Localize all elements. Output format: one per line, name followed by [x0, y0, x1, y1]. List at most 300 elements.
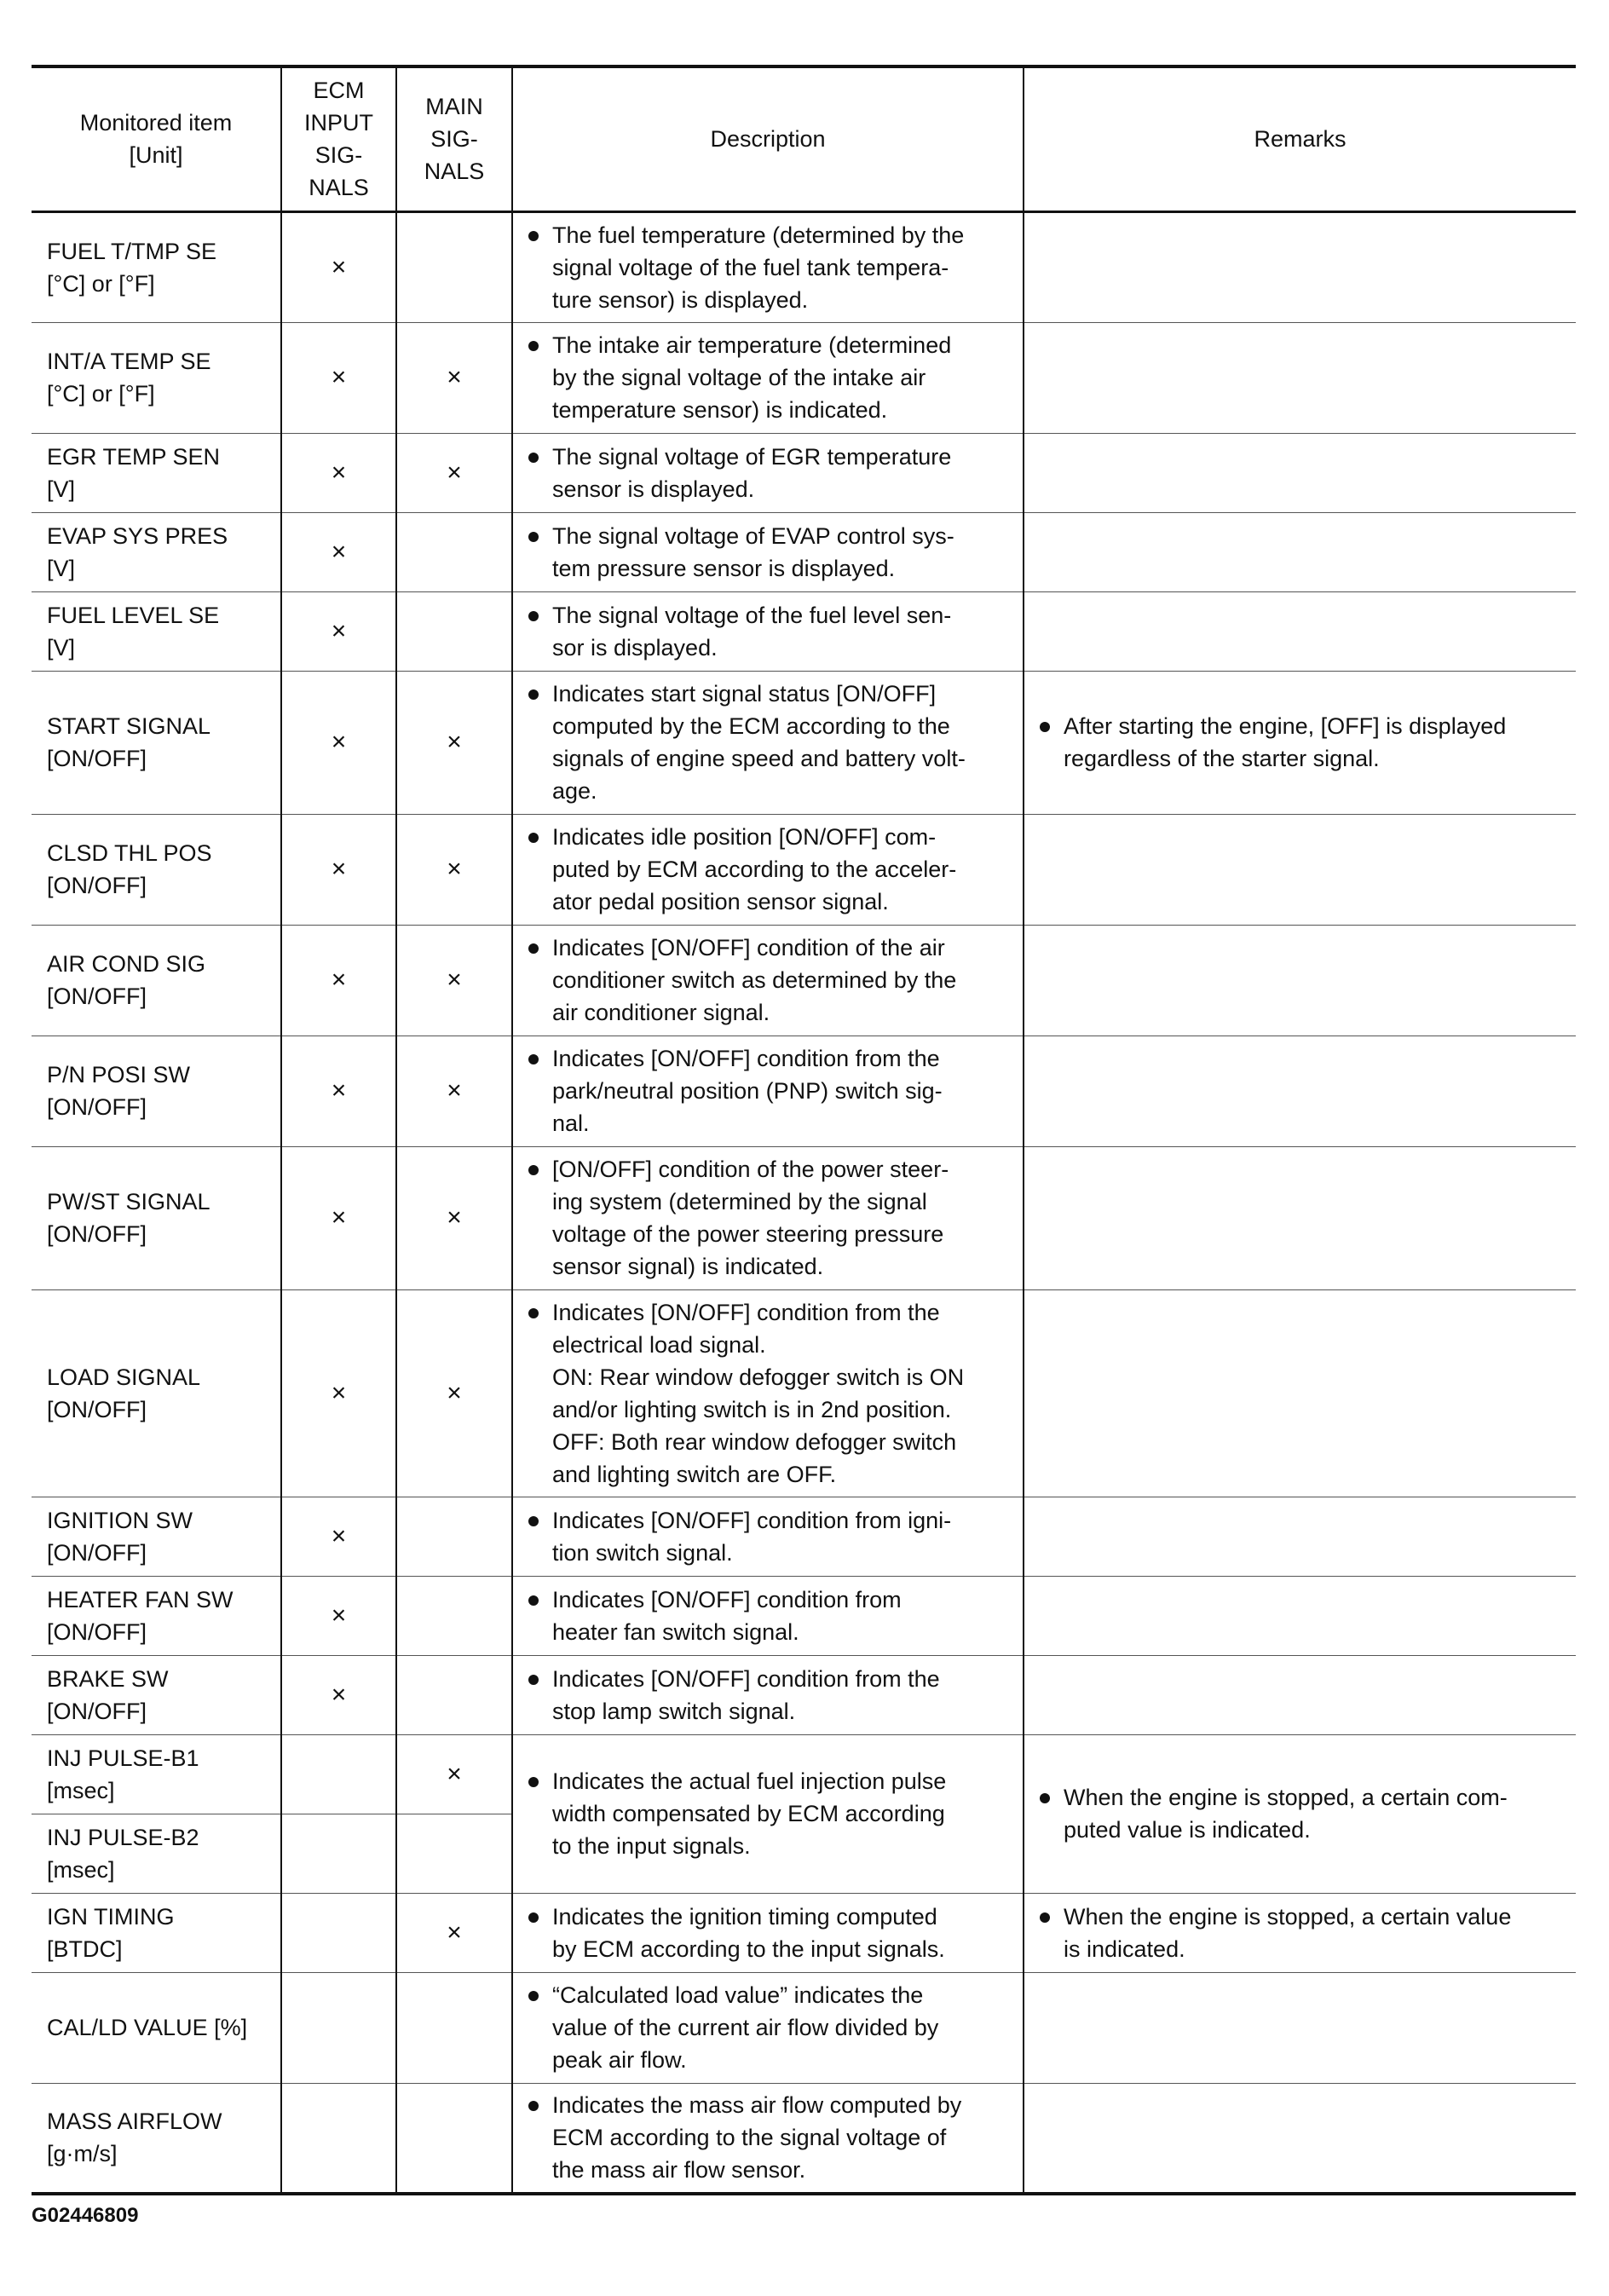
ecm-input-mark: [281, 1146, 396, 1289]
description-bullet-text: [552, 1296, 1014, 1491]
text-line: Indicates [ON/OFF] condition from igni-: [552, 1507, 952, 1533]
ecm-input-mark: [281, 1576, 396, 1655]
text-line: [msec]: [47, 1856, 115, 1883]
description-bullet: [528, 1765, 1014, 1862]
text-line: EGR TEMP SEN: [47, 443, 221, 470]
remarks-cell: [1024, 925, 1576, 1036]
text-line: [ON/OFF]: [47, 873, 147, 898]
ecm-input-mark: [281, 1972, 396, 2083]
text-line: [ON/OFF]: [47, 1221, 147, 1247]
description-cell: [512, 1576, 1024, 1655]
text-line: sensor signal) is indicated.: [552, 1254, 824, 1279]
text-line: conditioner switch as determined by the: [552, 967, 957, 993]
description-cell: [512, 671, 1024, 814]
table-row: [32, 1576, 1576, 1655]
text-line: “Calculated load value” indicates the: [552, 1982, 924, 2008]
text-line: [ON/OFF]: [47, 746, 147, 771]
description-bullet: [528, 1296, 1014, 1491]
bullet-dot: [528, 453, 539, 463]
remarks-cell: [1024, 814, 1576, 925]
description-bullet-text: [552, 1663, 1014, 1728]
description-bullet-text: [552, 1504, 1014, 1569]
remarks-cell: [1024, 1146, 1576, 1289]
text-line: When the engine is stopped, a certain com-: [1064, 1785, 1508, 1810]
description-bullet: [528, 932, 1014, 1029]
text-line: nal.: [552, 1111, 590, 1136]
text-line: ture sensor) is displayed.: [552, 286, 809, 313]
remarks-cell: [1024, 322, 1576, 433]
text-line: air conditioner signal.: [552, 1000, 770, 1025]
description-cell: [512, 591, 1024, 671]
cross-mark-icon: ×: [331, 252, 347, 281]
text-line: Indicates [ON/OFF] condition from the: [552, 1665, 940, 1692]
text-line: the mass air flow sensor.: [552, 2157, 806, 2184]
text-line: puted by ECM according to the acceler-: [552, 857, 957, 882]
description-bullet-text: [552, 441, 1014, 505]
remarks-cell: [1024, 1289, 1576, 1497]
description-cell: [512, 1146, 1024, 1289]
text-line: [ON/OFF]: [47, 984, 147, 1009]
table-row: [32, 814, 1576, 925]
description-bullet: [528, 1901, 1014, 1965]
text-line: sensor is displayed.: [552, 476, 755, 502]
description-cell: [512, 925, 1024, 1036]
text-line: [ON/OFF]: [47, 1618, 147, 1645]
text-line: IGN TIMING: [47, 1903, 175, 1930]
main-signal-mark: [396, 1146, 512, 1289]
remarks-cell: [1024, 1576, 1576, 1655]
text-line: ON: Rear window defogger switch is ON: [552, 1364, 965, 1390]
cross-mark-icon: ×: [447, 728, 462, 756]
text-line: age.: [552, 778, 597, 804]
text-line: Indicates idle position [ON/OFF] com-: [552, 824, 937, 850]
text-line: by the signal voltage of the intake air: [552, 365, 926, 390]
bullet-dot: [528, 1516, 539, 1526]
text-line: Indicates the ignition timing computed: [552, 1903, 937, 1930]
description-bullet-text: [552, 1153, 1014, 1283]
text-line: FUEL T/TMP SE: [47, 238, 217, 264]
description-bullet: [528, 1504, 1014, 1569]
ecm-input-mark: [281, 671, 396, 814]
description-bullet-text: [552, 520, 1014, 585]
remark-bullet: [1040, 710, 1567, 775]
ecm-input-mark: [281, 925, 396, 1036]
remarks-cell: [1024, 1972, 1576, 2083]
monitored-item: [32, 1146, 281, 1289]
bullet-dot: [528, 1054, 539, 1064]
text-line: LOAD SIGNAL: [47, 1364, 201, 1390]
text-line: [°C] or [°F]: [47, 381, 155, 407]
text-line: tion switch signal.: [552, 1539, 733, 1566]
text-line: signal voltage of the fuel tank tempera-: [552, 254, 949, 280]
remarks-cell: [1024, 671, 1576, 814]
text-line: [ON/OFF]: [47, 1396, 147, 1422]
text-line: tem pressure sensor is displayed.: [552, 555, 896, 581]
remarks-cell: [1024, 1036, 1576, 1146]
text-line: [V]: [47, 476, 76, 502]
text-line: Indicates start signal status [ON/OFF]: [552, 681, 937, 707]
description-bullet: [528, 219, 1014, 316]
bullet-dot: [528, 833, 539, 843]
remark-bullet: [1040, 1901, 1567, 1965]
text-line: When the engine is stopped, a certain value: [1064, 1903, 1512, 1930]
cross-mark-icon: ×: [331, 1680, 347, 1709]
bullet-dot: [528, 1165, 539, 1175]
main-signal-mark: [396, 1036, 512, 1146]
text-line: regardless of the starter signal.: [1064, 746, 1380, 771]
ecm-input-mark: [281, 211, 396, 322]
table-row: [32, 1146, 1576, 1289]
text-line: [ON/OFF]: [47, 1539, 147, 1566]
ecm-input-mark: [281, 512, 396, 591]
bullet-dot: [528, 231, 539, 241]
ecm-input-mark: [281, 1734, 396, 1814]
cross-mark-icon: ×: [447, 1918, 462, 1947]
text-line: to the input signals.: [552, 1833, 751, 1859]
cross-mark-icon: ×: [331, 1378, 347, 1407]
cross-mark-icon: ×: [331, 855, 347, 883]
text-line: sor is displayed.: [552, 634, 718, 661]
description-bullet: [528, 1584, 1014, 1648]
description-cell: [512, 322, 1024, 433]
description-bullet-text: [552, 1765, 1014, 1862]
cross-mark-icon: ×: [447, 458, 462, 487]
table-row: [32, 671, 1576, 814]
main-signal-mark: [396, 814, 512, 925]
cross-mark-icon: ×: [447, 1203, 462, 1232]
text-line: MASS AIRFLOW: [47, 2109, 222, 2135]
description-cell: [512, 433, 1024, 512]
table-row: [32, 433, 1576, 512]
main-signal-mark: [396, 322, 512, 433]
monitored-item: [32, 211, 281, 322]
cross-mark-icon: ×: [331, 1203, 347, 1232]
bullet-dot: [528, 1308, 539, 1318]
remark-bullet-text: [1064, 710, 1567, 775]
text-line: OFF: Both rear window defogger switch: [552, 1428, 957, 1455]
bullet-dot: [528, 1595, 539, 1606]
header-remarks: Remarks: [1024, 66, 1576, 211]
ecm-input-mark: [281, 1497, 396, 1576]
bullet-dot: [528, 689, 539, 700]
monitored-item: [32, 322, 281, 433]
ecm-input-mark: [281, 1814, 396, 1893]
description-cell: [512, 1036, 1024, 1146]
main-signal-mark: [396, 1655, 512, 1734]
table-row: [32, 1497, 1576, 1576]
monitored-item: [32, 1814, 281, 1893]
monitored-item: [32, 1972, 281, 2083]
description-bullet-text: [552, 2089, 1014, 2186]
text-line: [msec]: [47, 1777, 115, 1803]
ecm-input-mark: [281, 591, 396, 671]
text-line: The intake air temperature (determined: [552, 332, 952, 358]
text-line: heater fan switch signal.: [552, 1618, 799, 1645]
description-bullet: [528, 2089, 1014, 2186]
main-signal-mark: [396, 1893, 512, 1972]
cross-mark-icon: ×: [331, 728, 347, 756]
description-bullet-text: [552, 678, 1014, 807]
description-bullet-text: [552, 1979, 1014, 2076]
ecm-input-mark: [281, 1036, 396, 1146]
table-row: [32, 591, 1576, 671]
remarks-cell: [1024, 512, 1576, 591]
main-signal-mark: [396, 433, 512, 512]
monitored-item: [32, 1893, 281, 1972]
description-bullet: [528, 329, 1014, 426]
description-bullet-text: [552, 1584, 1014, 1648]
monitored-item: [32, 925, 281, 1036]
header-description: Description: [512, 66, 1024, 211]
text-line: EVAP SYS PRES: [47, 522, 228, 549]
text-line: value of the current air flow divided by: [552, 2015, 939, 2040]
text-line: HEATER FAN SW: [47, 1586, 234, 1612]
text-line: IGNITION SW: [47, 1507, 193, 1533]
cross-mark-icon: ×: [447, 1759, 462, 1788]
description-bullet: [528, 1042, 1014, 1139]
description-bullet: [528, 599, 1014, 664]
monitored-item: [32, 512, 281, 591]
cross-mark-icon: ×: [447, 855, 462, 883]
text-line: INT/A TEMP SE: [47, 349, 211, 374]
cross-mark-icon: ×: [447, 1378, 462, 1407]
monitored-item: [32, 1497, 281, 1576]
ecm-input-mark: [281, 1893, 396, 1972]
cross-mark-icon: ×: [331, 537, 347, 566]
header-monitored-item: Monitored item [Unit]: [32, 66, 281, 211]
monitored-items-table: [32, 65, 1576, 2195]
text-line: ator pedal position sensor signal.: [552, 889, 889, 914]
description-bullet-text: [552, 1901, 1014, 1965]
text-line: electrical load signal.: [552, 1331, 766, 1358]
text-line: The signal voltage of EVAP control sys-: [552, 522, 954, 549]
cross-mark-icon: ×: [331, 616, 347, 645]
bullet-dot: [528, 2101, 539, 2111]
text-line: P/N POSI SW: [47, 1062, 191, 1087]
header-main-signals: MAIN SIG- NALS: [396, 66, 512, 211]
description-bullet-text: [552, 821, 1014, 918]
main-signal-mark: [396, 925, 512, 1036]
text-line: INJ PULSE-B2: [47, 1824, 199, 1850]
table-row: [32, 322, 1576, 433]
description-bullet-text: [552, 932, 1014, 1029]
text-line: START SIGNAL: [47, 713, 211, 739]
text-line: CAL/LD VALUE [%]: [47, 2015, 248, 2040]
bullet-dot: [528, 341, 539, 351]
text-line: [°C] or [°F]: [47, 270, 155, 297]
main-signal-mark: [396, 2083, 512, 2194]
remarks-cell: [1024, 433, 1576, 512]
bullet-dot: [528, 1991, 539, 2001]
cross-mark-icon: ×: [447, 363, 462, 391]
text-line: FUEL LEVEL SE: [47, 602, 220, 628]
bullet-dot: [1040, 1912, 1050, 1923]
text-line: [ON/OFF]: [47, 1698, 147, 1724]
description-cell: [512, 1655, 1024, 1734]
main-signal-mark: [396, 211, 512, 322]
text-line: width compensated by ECM according: [552, 1801, 945, 1826]
bullet-dot: [528, 611, 539, 621]
main-signal-mark: [396, 1576, 512, 1655]
description-bullet-text: [552, 329, 1014, 426]
table-row: [32, 1734, 1576, 1814]
table-row: [32, 1972, 1576, 2083]
text-line: puted value is indicated.: [1064, 1817, 1311, 1843]
description-cell: [512, 512, 1024, 591]
description-cell: [512, 2083, 1024, 2194]
table-row: [32, 512, 1576, 591]
main-signal-mark: [396, 671, 512, 814]
remark-bullet-text: [1064, 1901, 1567, 1965]
text-line: [g·m/s]: [47, 2141, 118, 2167]
monitored-item: [32, 814, 281, 925]
ecm-input-mark: [281, 814, 396, 925]
description-bullet: [528, 520, 1014, 585]
main-signal-mark: [396, 1814, 512, 1893]
description-bullet-text: [552, 1042, 1014, 1139]
main-signal-mark: [396, 512, 512, 591]
text-line: CLSD THL POS: [47, 840, 212, 866]
text-line: AIR COND SIG: [47, 951, 206, 977]
cross-mark-icon: ×: [331, 1601, 347, 1630]
description-bullet: [528, 441, 1014, 505]
monitored-item: [32, 671, 281, 814]
header-ecm-input-signals: ECM INPUT SIG- NALS: [281, 66, 396, 211]
text-line: After starting the engine, [OFF] is displayed: [1064, 713, 1507, 739]
table-row: [32, 1289, 1576, 1497]
monitored-item: [32, 1036, 281, 1146]
text-line: signals of engine speed and battery volt-: [552, 746, 966, 771]
description-bullet: [528, 821, 1014, 918]
main-signal-mark: [396, 1497, 512, 1576]
cross-mark-icon: ×: [447, 1076, 462, 1105]
text-line: The signal voltage of EGR temperature: [552, 443, 952, 470]
text-line: peak air flow.: [552, 2047, 687, 2073]
monitored-item: [32, 1734, 281, 1814]
text-line: and/or lighting switch is in 2nd position.: [552, 1396, 952, 1422]
text-line: ECM according to the signal voltage of: [552, 2125, 947, 2151]
ecm-input-mark: [281, 322, 396, 433]
main-signal-mark: [396, 1972, 512, 2083]
text-line: computed by the ECM according to the: [552, 713, 950, 739]
table-header: [32, 66, 1576, 211]
text-line: temperature sensor) is indicated.: [552, 397, 888, 423]
table-row: [32, 1893, 1576, 1972]
description-cell: [512, 1497, 1024, 1576]
monitored-item: [32, 1289, 281, 1497]
monitored-item: [32, 1655, 281, 1734]
description-cell: [512, 211, 1024, 322]
table-body: [32, 211, 1576, 2194]
remark-bullet-text: [1064, 1781, 1567, 1846]
ecm-input-mark: [281, 2083, 396, 2194]
bullet-dot: [1040, 722, 1050, 732]
remarks-cell: [1024, 1734, 1576, 1893]
text-line: [BTDC]: [47, 1935, 123, 1962]
text-line: The signal voltage of the fuel level sen-: [552, 602, 952, 628]
bullet-dot: [528, 1777, 539, 1787]
description-bullet: [528, 678, 1014, 807]
table-row: [32, 925, 1576, 1036]
main-signal-mark: [396, 1289, 512, 1497]
text-line: voltage of the power steering pressure: [552, 1221, 944, 1247]
remarks-cell: [1024, 1893, 1576, 1972]
text-line: [V]: [47, 634, 76, 661]
ecm-input-mark: [281, 433, 396, 512]
text-line: Indicates [ON/OFF] condition from: [552, 1586, 902, 1612]
text-line: PW/ST SIGNAL: [47, 1189, 210, 1214]
text-line: stop lamp switch signal.: [552, 1698, 796, 1724]
cross-mark-icon: ×: [331, 966, 347, 994]
text-line: The fuel temperature (determined by the: [552, 222, 965, 248]
table-row: [32, 211, 1576, 322]
text-line: ing system (determined by the signal: [552, 1189, 927, 1214]
bullet-dot: [528, 1912, 539, 1923]
description-bullet: [528, 1153, 1014, 1283]
text-line: INJ PULSE-B1: [47, 1745, 199, 1771]
cross-mark-icon: ×: [331, 1076, 347, 1105]
remarks-cell: [1024, 1497, 1576, 1576]
text-line: [ON/OFF]: [47, 1094, 147, 1120]
ecm-input-mark: [281, 1289, 396, 1497]
text-line: [V]: [47, 555, 76, 581]
text-line: BRAKE SW: [47, 1665, 169, 1692]
main-signal-mark: [396, 1734, 512, 1814]
table-row: [32, 1655, 1576, 1734]
text-line: Indicates [ON/OFF] condition of the air: [552, 935, 945, 961]
description-bullet-text: [552, 599, 1014, 664]
table-row: [32, 1036, 1576, 1146]
cross-mark-icon: ×: [331, 458, 347, 487]
monitored-item: [32, 1576, 281, 1655]
bullet-dot: [528, 943, 539, 954]
text-line: [ON/OFF] condition of the power steer-: [552, 1157, 949, 1182]
text-line: is indicated.: [1064, 1935, 1185, 1962]
monitored-item: [32, 433, 281, 512]
bullet-dot: [1040, 1793, 1050, 1803]
text-line: Indicates the actual fuel injection pulse: [552, 1768, 947, 1794]
text-line: Indicates the mass air flow computed by: [552, 2092, 962, 2119]
monitored-item: [32, 591, 281, 671]
cross-mark-icon: ×: [331, 363, 347, 391]
monitored-item: [32, 2083, 281, 2194]
ecm-input-mark: [281, 1655, 396, 1734]
remarks-cell: [1024, 1655, 1576, 1734]
remarks-cell: [1024, 211, 1576, 322]
text-line: by ECM according to the input signals.: [552, 1935, 945, 1962]
text-line: park/neutral position (PNP) switch sig-: [552, 1078, 943, 1104]
remarks-cell: [1024, 591, 1576, 671]
remark-bullet: [1040, 1781, 1567, 1846]
description-cell: [512, 1972, 1024, 2083]
remarks-cell: [1024, 2083, 1576, 2194]
description-cell: [512, 1734, 1024, 1893]
bullet-dot: [528, 532, 539, 542]
text-line: Indicates [ON/OFF] condition from the: [552, 1299, 940, 1325]
text-line: and lighting switch are OFF.: [552, 1461, 837, 1487]
description-cell: [512, 1893, 1024, 1972]
figure-id: G02446809: [32, 2204, 139, 2227]
description-bullet: [528, 1663, 1014, 1728]
bullet-dot: [528, 1675, 539, 1685]
description-cell: [512, 1289, 1024, 1497]
cross-mark-icon: ×: [447, 966, 462, 994]
main-signal-mark: [396, 591, 512, 671]
description-bullet: [528, 1979, 1014, 2076]
description-bullet-text: [552, 219, 1014, 316]
text-line: Indicates [ON/OFF] condition from the: [552, 1046, 940, 1071]
table-row: [32, 2083, 1576, 2194]
